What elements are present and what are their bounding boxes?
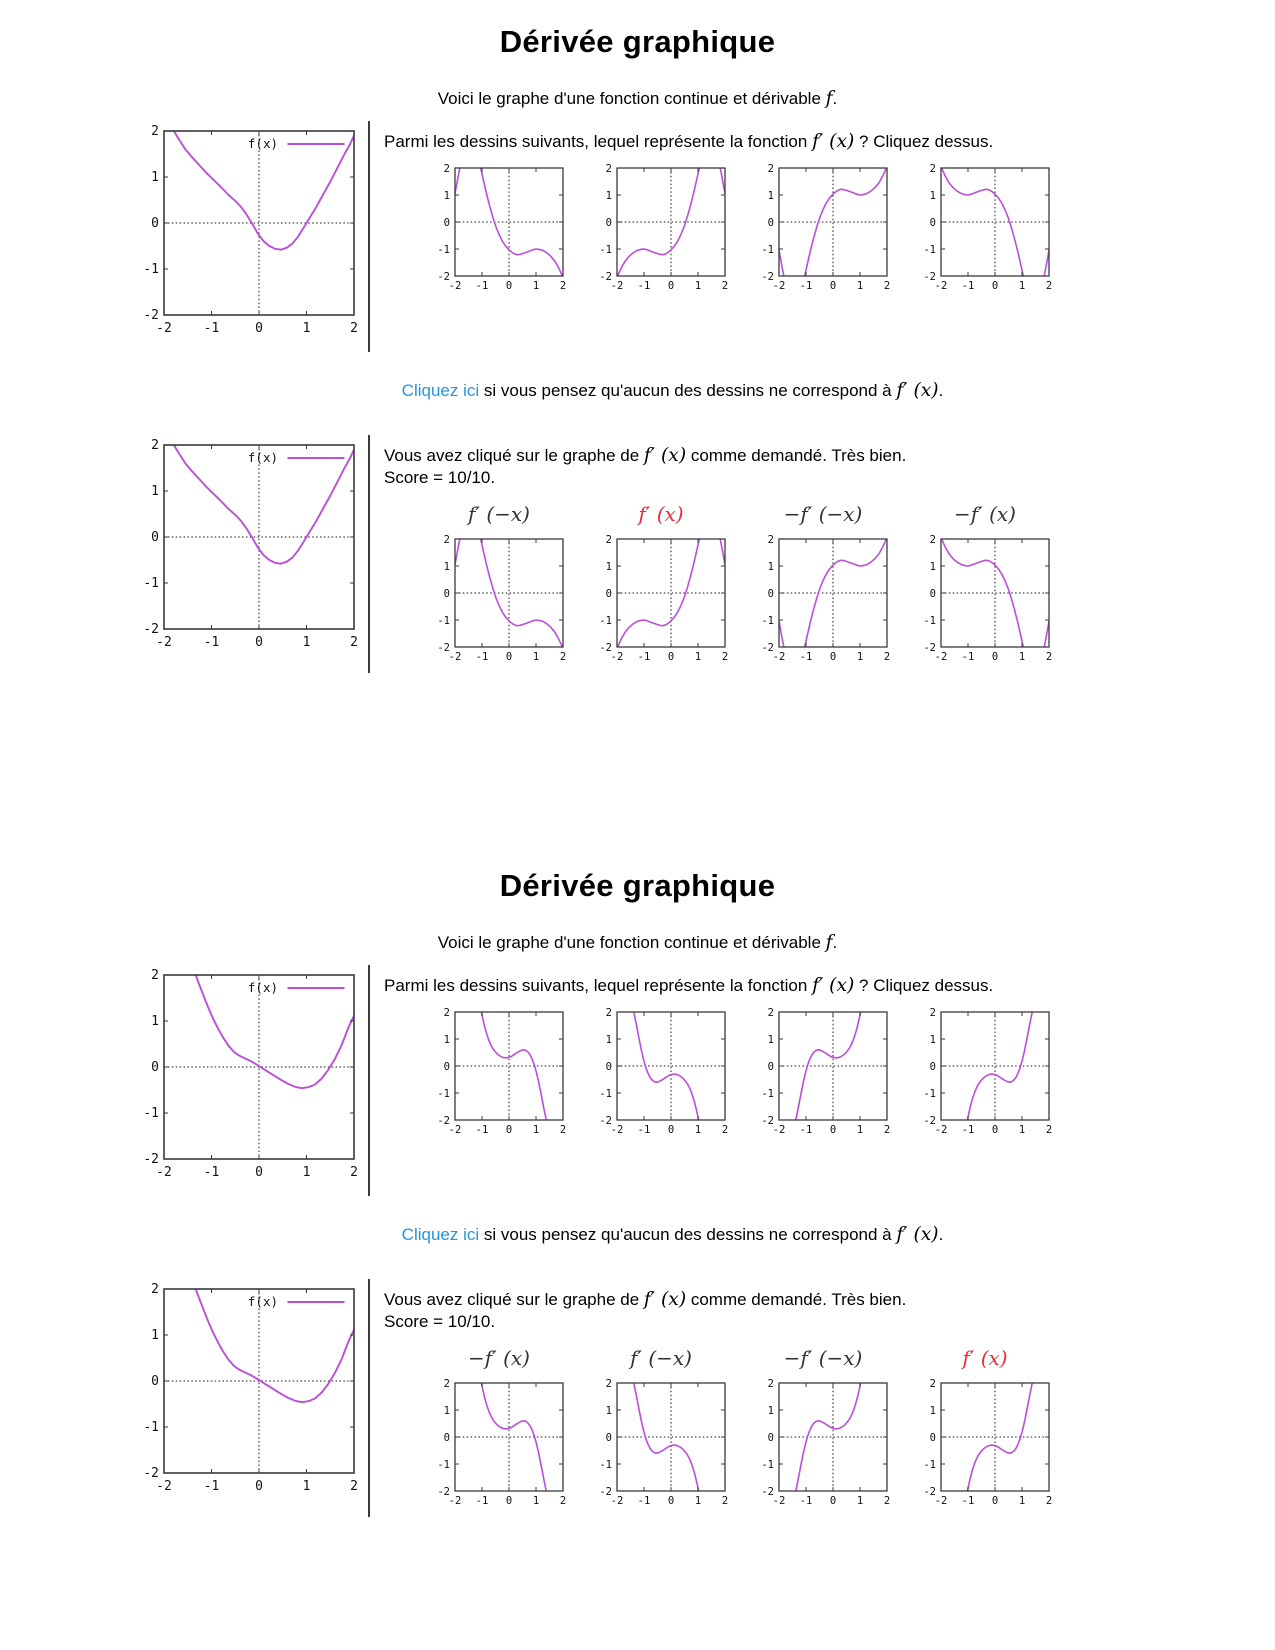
question-panel <box>368 121 1056 352</box>
svg-text:1: 1 <box>443 561 450 573</box>
function-graph-result <box>126 435 364 673</box>
svg-text:-1: -1 <box>799 280 813 292</box>
svg-text:0: 0 <box>443 217 450 229</box>
graph-svg[interactable] <box>590 162 732 302</box>
answer-label: f′ (−x) <box>468 502 530 526</box>
svg-text:-2: -2 <box>772 1495 786 1507</box>
svg-text:0: 0 <box>151 1374 159 1389</box>
svg-text:1: 1 <box>1018 651 1026 663</box>
svg-text:0: 0 <box>991 1124 999 1136</box>
svg-text:0: 0 <box>255 635 263 650</box>
graph-svg <box>590 533 732 673</box>
svg-text:0: 0 <box>767 1061 774 1073</box>
svg-text:1: 1 <box>302 1165 311 1180</box>
graph-svg <box>428 1377 570 1517</box>
svg-text:-2: -2 <box>610 280 624 292</box>
svg-text:0: 0 <box>767 217 774 229</box>
svg-text:-1: -1 <box>799 1124 813 1136</box>
answer-graph-2 <box>590 1377 732 1517</box>
svg-text:0: 0 <box>829 1124 837 1136</box>
svg-text:-2: -2 <box>934 651 948 663</box>
svg-text:0: 0 <box>767 1432 774 1444</box>
answer-column <box>752 1346 894 1517</box>
svg-text:2: 2 <box>151 968 159 983</box>
svg-text:1: 1 <box>1018 1495 1026 1507</box>
svg-text:-1: -1 <box>761 1088 774 1100</box>
answer-graph-2 <box>590 533 732 673</box>
svg-text:-1: -1 <box>923 244 936 256</box>
svg-text:0: 0 <box>443 1432 450 1444</box>
svg-text:2: 2 <box>883 651 891 663</box>
svg-text:1: 1 <box>767 1034 774 1046</box>
svg-text:-2: -2 <box>448 651 462 663</box>
no-match-line: Cliquez ici si vous pensez qu'aucun des dessins ne correspond à f′ (x). <box>401 380 944 401</box>
svg-text:1: 1 <box>302 321 311 336</box>
svg-text:2: 2 <box>350 1165 358 1180</box>
graph-svg <box>126 435 364 661</box>
svg-text:1: 1 <box>532 1124 540 1136</box>
candidate-row <box>428 1006 1056 1146</box>
svg-text:-2: -2 <box>599 271 612 283</box>
svg-text:2: 2 <box>151 1282 159 1297</box>
answer-column <box>590 1346 732 1517</box>
math-fprime: f′ (x) <box>812 975 855 996</box>
svg-text:0: 0 <box>605 217 612 229</box>
svg-text:0: 0 <box>929 217 936 229</box>
svg-text:-1: -1 <box>437 1088 450 1100</box>
question-text: Parmi les dessins suivants, lequel représente la fonction f′ (x) ? Cliquez dessus. <box>384 131 994 152</box>
svg-text:2: 2 <box>721 1495 729 1507</box>
exercise-block-2 <box>0 868 1275 1517</box>
svg-text:1: 1 <box>929 1405 936 1417</box>
svg-text:0: 0 <box>443 588 450 600</box>
svg-text:-1: -1 <box>143 1420 159 1435</box>
svg-text:-2: -2 <box>934 1495 948 1507</box>
svg-text:-2: -2 <box>448 1124 462 1136</box>
svg-text:2: 2 <box>929 534 936 546</box>
svg-text:0: 0 <box>605 1061 612 1073</box>
svg-text:2: 2 <box>559 280 567 292</box>
answer-graph-3 <box>752 1377 894 1517</box>
svg-text:-2: -2 <box>761 1115 774 1127</box>
answer-label: −f′ (−x) <box>783 502 863 526</box>
svg-text:1: 1 <box>767 561 774 573</box>
graph-svg[interactable] <box>752 1006 894 1146</box>
svg-text:2: 2 <box>883 280 891 292</box>
svg-text:0: 0 <box>505 651 513 663</box>
svg-text:-2: -2 <box>156 1479 172 1494</box>
svg-text:2: 2 <box>1045 1495 1053 1507</box>
svg-text:0: 0 <box>991 651 999 663</box>
answer-row <box>428 502 1056 673</box>
graph-svg[interactable] <box>914 162 1056 302</box>
svg-text:0: 0 <box>505 280 513 292</box>
svg-text:1: 1 <box>1018 1124 1026 1136</box>
math-fprime: f′ (x) <box>643 445 687 466</box>
svg-text:0: 0 <box>991 280 999 292</box>
svg-text:2: 2 <box>721 651 729 663</box>
svg-text:-2: -2 <box>610 1124 624 1136</box>
svg-text:-1: -1 <box>599 244 612 256</box>
svg-text:-1: -1 <box>437 615 450 627</box>
svg-text:0: 0 <box>667 1124 675 1136</box>
svg-text:-1: -1 <box>923 615 936 627</box>
svg-text:-2: -2 <box>599 1486 612 1498</box>
svg-text:0: 0 <box>991 1495 999 1507</box>
graph-svg[interactable] <box>914 1006 1056 1146</box>
graph-svg[interactable] <box>428 162 570 302</box>
svg-text:-1: -1 <box>475 280 489 292</box>
math-fprime: f′ (x) <box>896 1224 939 1245</box>
svg-text:-1: -1 <box>637 651 651 663</box>
function-graph <box>126 965 364 1196</box>
svg-text:2: 2 <box>767 1378 774 1390</box>
svg-text:2: 2 <box>605 1378 612 1390</box>
svg-text:1: 1 <box>532 280 540 292</box>
svg-text:2: 2 <box>443 1378 450 1390</box>
svg-text:0: 0 <box>929 1061 936 1073</box>
graph-svg[interactable] <box>752 162 894 302</box>
answer-graph-1 <box>428 533 570 673</box>
svg-text:2: 2 <box>721 1124 729 1136</box>
exercise-block-1 <box>0 24 1275 673</box>
svg-text:-2: -2 <box>923 271 936 283</box>
svg-text:2: 2 <box>883 1124 891 1136</box>
answer-column <box>428 502 570 673</box>
candidate-graph-1[interactable] <box>428 162 570 302</box>
svg-text:-1: -1 <box>203 1165 220 1180</box>
svg-text:0: 0 <box>505 1124 513 1136</box>
graph-svg <box>752 1377 894 1517</box>
svg-text:0: 0 <box>667 651 675 663</box>
svg-text:2: 2 <box>350 1479 358 1494</box>
svg-text:1: 1 <box>151 170 159 185</box>
svg-text:-2: -2 <box>761 1486 774 1498</box>
svg-text:1: 1 <box>605 190 612 202</box>
answer-label: −f′ (x) <box>468 1346 530 1370</box>
graph-svg <box>428 533 570 673</box>
svg-text:-2: -2 <box>923 1115 936 1127</box>
answer-label: f′ (−x) <box>630 1346 692 1370</box>
svg-text:f(x): f(x) <box>247 450 278 465</box>
svg-text:f(x): f(x) <box>247 1294 278 1309</box>
graph-svg <box>590 1377 732 1517</box>
score-text: Score = 10/10. <box>384 1312 496 1331</box>
graph-svg <box>914 533 1056 673</box>
page-title: Dérivée graphique <box>499 24 776 59</box>
svg-text:-2: -2 <box>143 308 159 323</box>
svg-text:1: 1 <box>302 635 311 650</box>
svg-text:0: 0 <box>255 321 263 336</box>
svg-text:-1: -1 <box>961 1124 975 1136</box>
svg-text:-2: -2 <box>156 635 172 650</box>
svg-text:-2: -2 <box>934 280 948 292</box>
answer-column <box>752 502 894 673</box>
result-row <box>126 1279 1275 1517</box>
svg-text:2: 2 <box>1045 651 1053 663</box>
svg-text:1: 1 <box>694 1495 702 1507</box>
svg-text:-1: -1 <box>923 1088 936 1100</box>
svg-text:1: 1 <box>767 1405 774 1417</box>
answer-graph-3 <box>752 533 894 673</box>
svg-text:1: 1 <box>694 651 702 663</box>
candidate-graph-1[interactable] <box>428 1006 570 1146</box>
svg-text:0: 0 <box>255 1479 263 1494</box>
svg-text:0: 0 <box>929 588 936 600</box>
svg-text:1: 1 <box>856 651 864 663</box>
svg-text:-2: -2 <box>772 1124 786 1136</box>
svg-text:1: 1 <box>605 1034 612 1046</box>
svg-text:1: 1 <box>929 1034 936 1046</box>
math-fprime: f′ (x) <box>896 380 939 401</box>
svg-text:-1: -1 <box>143 576 159 591</box>
svg-text:-1: -1 <box>961 280 975 292</box>
question-panel <box>368 965 1056 1196</box>
svg-text:-2: -2 <box>772 280 786 292</box>
svg-text:-1: -1 <box>599 615 612 627</box>
svg-text:-2: -2 <box>437 642 450 654</box>
svg-text:-1: -1 <box>475 1124 489 1136</box>
svg-text:-1: -1 <box>203 321 220 336</box>
svg-text:-1: -1 <box>637 280 651 292</box>
svg-text:0: 0 <box>151 530 159 545</box>
intro-text: Voici le graphe d'une fonction continue et dérivable f. <box>437 932 838 953</box>
svg-text:1: 1 <box>1018 280 1026 292</box>
svg-text:2: 2 <box>443 1007 450 1019</box>
svg-text:2: 2 <box>559 1495 567 1507</box>
svg-text:-2: -2 <box>599 642 612 654</box>
svg-text:2: 2 <box>929 163 936 175</box>
svg-text:0: 0 <box>829 651 837 663</box>
candidate-graph-4[interactable] <box>914 1006 1056 1146</box>
svg-text:0: 0 <box>767 588 774 600</box>
svg-text:2: 2 <box>1045 280 1053 292</box>
svg-text:-2: -2 <box>610 1495 624 1507</box>
feedback-text: Vous avez cliqué sur le graphe de f′ (x) comme demandé. Très bien. <box>384 445 907 466</box>
svg-text:-2: -2 <box>437 271 450 283</box>
graph-svg[interactable] <box>428 1006 570 1146</box>
candidate-graph-3[interactable] <box>752 1006 894 1146</box>
svg-text:1: 1 <box>443 1034 450 1046</box>
svg-text:1: 1 <box>856 1495 864 1507</box>
svg-text:-2: -2 <box>448 1495 462 1507</box>
no-match-link[interactable]: Cliquez ici <box>401 1225 480 1244</box>
svg-text:-1: -1 <box>761 244 774 256</box>
question-text: Parmi les dessins suivants, lequel représente la fonction f′ (x) ? Cliquez dessus. <box>384 975 994 996</box>
svg-text:1: 1 <box>767 190 774 202</box>
graph-svg <box>126 121 364 347</box>
svg-text:-2: -2 <box>923 642 936 654</box>
svg-text:-1: -1 <box>475 1495 489 1507</box>
function-graph-result <box>126 1279 364 1517</box>
svg-text:0: 0 <box>929 1432 936 1444</box>
candidate-graph-4[interactable] <box>914 162 1056 302</box>
candidate-graph-3[interactable] <box>752 162 894 302</box>
svg-text:2: 2 <box>929 1007 936 1019</box>
svg-text:0: 0 <box>605 588 612 600</box>
result-panel <box>368 1279 1056 1517</box>
svg-text:-1: -1 <box>599 1088 612 1100</box>
svg-text:1: 1 <box>532 651 540 663</box>
math-fprime: f′ (x) <box>812 131 855 152</box>
svg-text:f(x): f(x) <box>247 980 278 995</box>
answer-label-chosen: f′ (x) <box>962 1346 1008 1370</box>
svg-text:1: 1 <box>532 1495 540 1507</box>
svg-text:-1: -1 <box>203 1479 220 1494</box>
svg-text:-2: -2 <box>143 622 159 637</box>
answer-graph-1 <box>428 1377 570 1517</box>
graph-svg <box>126 1279 364 1505</box>
svg-text:1: 1 <box>151 1328 159 1343</box>
svg-text:-1: -1 <box>437 1459 450 1471</box>
answer-column <box>590 502 732 673</box>
svg-text:2: 2 <box>767 163 774 175</box>
svg-text:2: 2 <box>883 1495 891 1507</box>
svg-text:1: 1 <box>443 190 450 202</box>
intro-text: Voici le graphe d'une fonction continue et dérivable f. <box>437 88 838 109</box>
svg-text:1: 1 <box>694 280 702 292</box>
svg-text:0: 0 <box>505 1495 513 1507</box>
svg-text:-2: -2 <box>437 1115 450 1127</box>
svg-text:-2: -2 <box>923 1486 936 1498</box>
svg-text:-1: -1 <box>961 651 975 663</box>
svg-text:-1: -1 <box>143 1106 159 1121</box>
question-row <box>126 965 1275 1196</box>
svg-text:-2: -2 <box>143 1466 159 1481</box>
graph-svg[interactable] <box>590 1006 732 1146</box>
answer-label-chosen: f′ (x) <box>638 502 684 526</box>
svg-text:-1: -1 <box>799 651 813 663</box>
svg-text:1: 1 <box>929 190 936 202</box>
svg-text:-1: -1 <box>923 1459 936 1471</box>
answer-graph-4 <box>914 533 1056 673</box>
svg-text:0: 0 <box>667 280 675 292</box>
answer-label: −f′ (−x) <box>783 1346 863 1370</box>
svg-text:0: 0 <box>829 280 837 292</box>
svg-text:1: 1 <box>856 1124 864 1136</box>
svg-text:0: 0 <box>443 1061 450 1073</box>
svg-text:2: 2 <box>443 163 450 175</box>
svg-text:-1: -1 <box>637 1495 651 1507</box>
svg-text:1: 1 <box>151 1014 159 1029</box>
svg-text:2: 2 <box>1045 1124 1053 1136</box>
svg-text:2: 2 <box>721 280 729 292</box>
answer-label: −f′ (x) <box>954 502 1016 526</box>
svg-text:-2: -2 <box>599 1115 612 1127</box>
graph-svg <box>914 1377 1056 1517</box>
svg-text:-1: -1 <box>761 1459 774 1471</box>
svg-text:2: 2 <box>443 534 450 546</box>
svg-text:0: 0 <box>255 1165 263 1180</box>
svg-text:f(x): f(x) <box>247 136 278 151</box>
svg-text:-1: -1 <box>437 244 450 256</box>
graph-svg <box>752 533 894 673</box>
svg-text:-2: -2 <box>437 1486 450 1498</box>
svg-text:-1: -1 <box>203 635 220 650</box>
svg-text:2: 2 <box>151 438 159 453</box>
svg-text:-1: -1 <box>143 262 159 277</box>
svg-text:1: 1 <box>443 1405 450 1417</box>
svg-text:1: 1 <box>605 1405 612 1417</box>
svg-text:-1: -1 <box>475 651 489 663</box>
graph-svg <box>126 965 364 1191</box>
svg-text:2: 2 <box>767 534 774 546</box>
math-fprime: f′ (x) <box>643 1289 687 1310</box>
svg-text:2: 2 <box>559 1124 567 1136</box>
svg-text:1: 1 <box>151 484 159 499</box>
no-match-line: Cliquez ici si vous pensez qu'aucun des dessins ne correspond à f′ (x). <box>401 1224 944 1245</box>
svg-text:1: 1 <box>605 561 612 573</box>
svg-text:-1: -1 <box>599 1459 612 1471</box>
svg-text:-2: -2 <box>761 271 774 283</box>
svg-text:2: 2 <box>767 1007 774 1019</box>
score-text: Score = 10/10. <box>384 468 496 487</box>
svg-text:2: 2 <box>151 124 159 139</box>
svg-text:1: 1 <box>694 1124 702 1136</box>
svg-text:-2: -2 <box>761 642 774 654</box>
answer-column <box>914 1346 1056 1517</box>
svg-text:1: 1 <box>929 561 936 573</box>
svg-text:-2: -2 <box>156 1165 172 1180</box>
candidate-row <box>428 162 1056 302</box>
question-row <box>126 121 1275 352</box>
answer-column <box>914 502 1056 673</box>
math-f: f <box>825 88 833 109</box>
svg-text:2: 2 <box>929 1378 936 1390</box>
candidate-graph-2[interactable] <box>590 1006 732 1146</box>
svg-text:0: 0 <box>605 1432 612 1444</box>
math-f: f <box>825 932 833 953</box>
no-match-link[interactable]: Cliquez ici <box>401 381 480 400</box>
svg-text:-2: -2 <box>156 321 172 336</box>
result-row <box>126 435 1275 673</box>
svg-text:2: 2 <box>605 534 612 546</box>
function-graph <box>126 121 364 352</box>
svg-text:-2: -2 <box>143 1152 159 1167</box>
svg-text:-2: -2 <box>448 280 462 292</box>
svg-text:1: 1 <box>302 1479 311 1494</box>
answer-row <box>428 1346 1056 1517</box>
svg-text:-1: -1 <box>799 1495 813 1507</box>
svg-text:-1: -1 <box>761 615 774 627</box>
svg-text:0: 0 <box>151 1060 159 1075</box>
svg-text:0: 0 <box>667 1495 675 1507</box>
svg-text:-2: -2 <box>772 651 786 663</box>
svg-text:2: 2 <box>605 1007 612 1019</box>
svg-text:2: 2 <box>605 163 612 175</box>
svg-text:0: 0 <box>151 216 159 231</box>
svg-text:-2: -2 <box>610 651 624 663</box>
svg-text:1: 1 <box>856 280 864 292</box>
svg-text:-1: -1 <box>637 1124 651 1136</box>
svg-text:2: 2 <box>559 651 567 663</box>
answer-column <box>428 1346 570 1517</box>
svg-text:0: 0 <box>829 1495 837 1507</box>
result-panel <box>368 435 1056 673</box>
candidate-graph-2[interactable] <box>590 162 732 302</box>
answer-graph-4 <box>914 1377 1056 1517</box>
page-title: Dérivée graphique <box>499 868 776 903</box>
svg-text:2: 2 <box>350 635 358 650</box>
svg-text:2: 2 <box>350 321 358 336</box>
svg-text:-2: -2 <box>934 1124 948 1136</box>
svg-text:-1: -1 <box>961 1495 975 1507</box>
feedback-text: Vous avez cliqué sur le graphe de f′ (x) comme demandé. Très bien. <box>384 1289 907 1310</box>
